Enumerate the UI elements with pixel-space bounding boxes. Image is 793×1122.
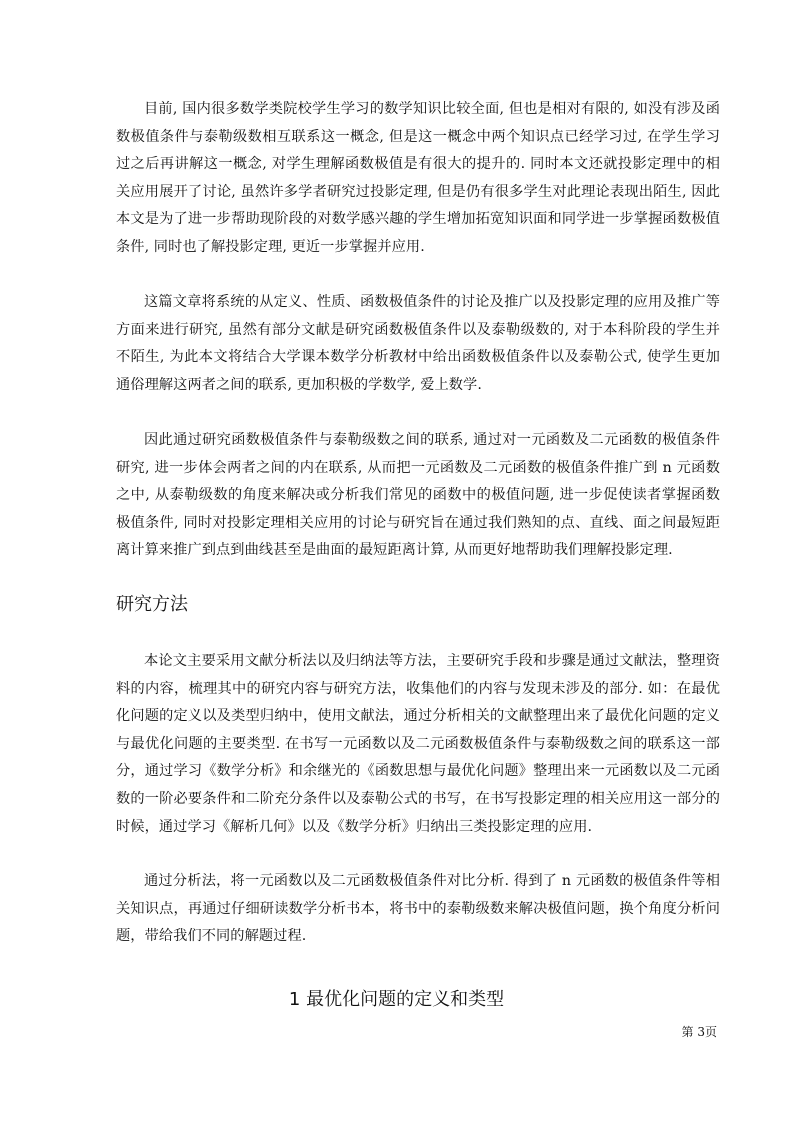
intro-paragraph-3: 因此通过研究函数极值条件与泰勒级数之间的联系, 通过对一元函数及二元函数的极值条件研究, 进一步体会两者之间的内在联系, 从而把一元函数及二元函数的极值条件推广到 n 元函数之中, 从泰勒级数的角度来解决或分析我们常见的函数中的极值问题, 进一步促使读者掌握函数极值条件, 同时对投影定理相关应用的讨论与研究旨在通过我们熟知的点、直线、面之间最短距离计算来推广到点到曲线甚至是曲面的最短距离计算, 从而更好地帮助我们理解投影定理. — [116, 432, 720, 559]
intro-paragraph-2: 这篇文章将系统的从定义、性质、函数极值条件的讨论及推广以及投影定理的应用及推广等方面来进行研究, 虽然有部分文献是研究函数极值条件以及泰勒级数的, 对于本科阶段的学生并不陌生, 为此本文将结合大学课本数学分析教材中给出函数极值条件以及泰勒公式, 使学生更加通俗理解这两者之间的联系, 更加积极的学数学, 爱上数学. — [116, 294, 720, 393]
methods-paragraph-2: 通过分析法，将一元函数以及二元函数极值条件对比分析. 得到了 n 元函数的极值条件等相关知识点，再通过仔细研读数学分析书本，将书中的泰勒级数来解决极值问题，换个角度分析问题，带给我们不同的解题过程. — [116, 873, 720, 945]
intro-paragraph-1: 目前, 国内很多数学类院校学生学习的数学知识比较全面, 但也是相对有限的, 如没有涉及函数极值条件与泰勒级数相互联系这一概念, 但是这一概念中两个知识点已经学习过, 在学生学习过之后再讲解这一概念, 对学生理解函数极值是有很大的提升的. 同时本文还就投影定理中的相关应用展开了讨论, 虽然许多学者研究过投影定理, 但是仍有很多学生对此理论表现出陌生, 因此本文是为了进一步帮助现阶段的对数学感兴趣的学生增加拓宽知识面和同学进一步掌握函数极值条件, 同时也了解投影定理, 更近一步掌握并应用. — [116, 101, 720, 255]
section-heading-methods: 研究方法 — [116, 594, 188, 615]
methods-paragraph-1: 本论文主要采用文献分析法以及归纳法等方法，主要研究手段和步骤是通过文献法，整理资料的内容，梳理其中的研究内容与研究方法，收集他们的内容与发现未涉及的部分. 如：在最优化问题的定义以及类型归纳中，使用文献法，通过分析相关的文献整理出来了最优化问题的定义与最优化问题的主要类型. 在书写一元函数以及二元函数极值条件与泰勒级数之间的联系这一部分，通过学习《数学分析》和余继光的《函数思想与最优化问题》整理出来一元函数以及二元函数的一阶必要条件和二阶充分条件以及泰勒公式的书写，在书写投影定理的相关应用这一部分的时候，通过学习《解析几何》以及《数学分析》归纳出三类投影定理的应用. — [116, 653, 720, 835]
page-number: 第 3页 — [681, 1025, 717, 1039]
chapter-heading: 1 最优化问题的定义和类型 — [288, 989, 505, 1010]
